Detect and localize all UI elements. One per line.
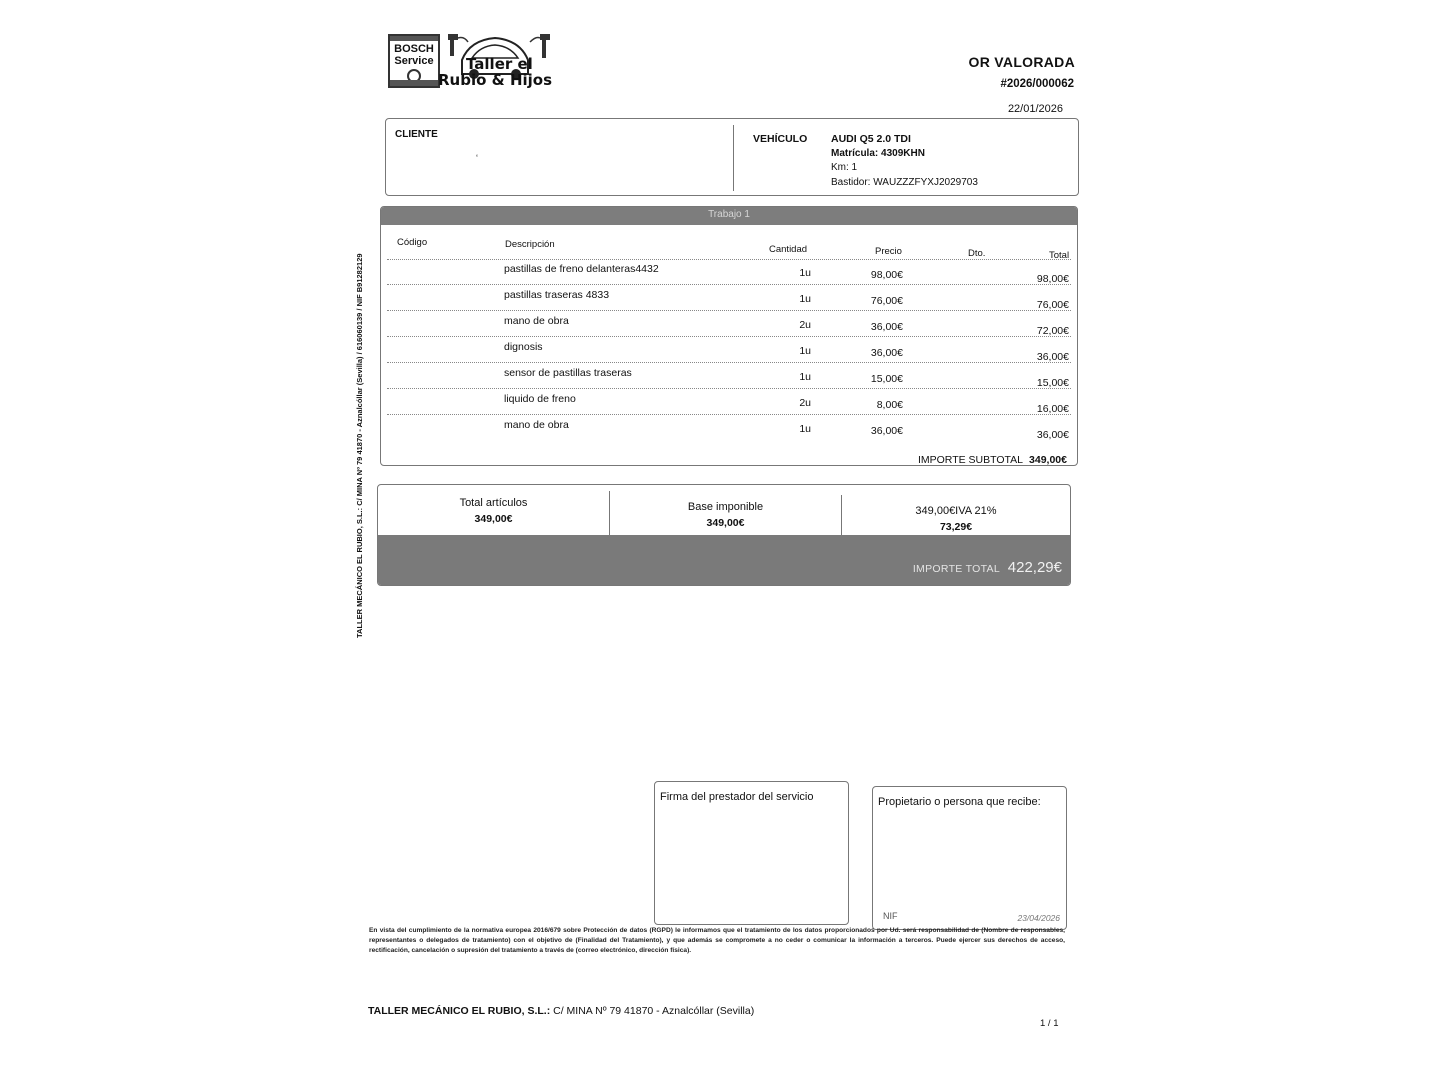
client-mark: ‘ bbox=[476, 153, 478, 163]
page-number: 1 / 1 bbox=[1040, 1018, 1059, 1029]
table-row bbox=[381, 259, 1077, 285]
item-description: mano de obra bbox=[504, 315, 569, 327]
table-row bbox=[381, 311, 1077, 337]
taller-logo-line2: Rubio & Hijos bbox=[438, 71, 553, 89]
item-total: 36,00€ bbox=[1036, 429, 1069, 441]
document-date: 22/01/2026 bbox=[1007, 103, 1063, 115]
tax-base-value: 349,00€ bbox=[706, 517, 745, 529]
item-quantity: 1u bbox=[799, 345, 811, 357]
owner-signature-box bbox=[872, 786, 1067, 930]
bosch-service-logo bbox=[388, 34, 440, 88]
item-description: pastillas traseras 4833 bbox=[504, 289, 610, 301]
subtotal-label: IMPORTE SUBTOTAL bbox=[917, 454, 1023, 466]
client-label: CLIENTE bbox=[395, 129, 438, 140]
item-price: 8,00€ bbox=[876, 399, 903, 411]
totals-box bbox=[377, 484, 1071, 586]
item-price: 76,00€ bbox=[870, 295, 903, 307]
table-row bbox=[381, 363, 1077, 389]
bosch-logo-line2: Service bbox=[394, 55, 434, 67]
item-description: liquido de freno bbox=[504, 393, 576, 405]
item-quantity: 1u bbox=[799, 423, 811, 435]
total-articles-cell bbox=[378, 485, 609, 539]
vehicle-label: VEHÍCULO bbox=[753, 133, 808, 145]
item-total: 36,00€ bbox=[1036, 351, 1069, 363]
vehicle-km: Km: 1 bbox=[831, 162, 858, 173]
items-table bbox=[380, 206, 1078, 466]
footer-company: TALLER MECÁNICO EL RUBIO, S.L.: bbox=[368, 1005, 551, 1017]
items-section-title: Trabajo 1 bbox=[708, 209, 750, 220]
table-row bbox=[381, 337, 1077, 363]
iva-label: 349,00€IVA 21% bbox=[915, 505, 997, 517]
client-vehicle-box bbox=[385, 118, 1079, 196]
total-articles-label: Total artículos bbox=[459, 497, 528, 509]
grand-total-label: IMPORTE TOTAL bbox=[912, 563, 1000, 575]
provider-signature-box bbox=[654, 781, 849, 925]
item-description: dignosis bbox=[504, 341, 543, 353]
owner-signature-date: 23/04/2026 bbox=[1017, 913, 1060, 923]
footer-address bbox=[368, 1005, 754, 1017]
footer-street: C/ MINA Nº 79 41870 - Aznalcóllar (Sevilla) bbox=[553, 1005, 755, 1017]
table-row bbox=[381, 285, 1077, 311]
item-description: mano de obra bbox=[504, 419, 569, 431]
vehicle-plate: Matrícula: 4309KHN bbox=[831, 148, 925, 159]
table-row bbox=[381, 415, 1077, 441]
side-company-info: TALLER MECÁNICO EL RUBIO, S.L.: C/ MINA Nº 79 41870 - Aznalcóllar (Sevilla) / 616060139 / NIF B91282129 bbox=[355, 253, 364, 638]
item-description: pastillas de freno delanteras4432 bbox=[504, 263, 659, 275]
item-total: 72,00€ bbox=[1036, 325, 1069, 337]
item-price: 98,00€ bbox=[870, 269, 903, 281]
item-total: 16,00€ bbox=[1036, 403, 1069, 415]
item-quantity: 2u bbox=[799, 397, 811, 409]
iva-value: 73,29€ bbox=[939, 521, 973, 533]
owner-nif-label: NIF bbox=[883, 911, 898, 921]
column-header-price: Precio bbox=[875, 246, 902, 257]
column-header-discount: Dto. bbox=[968, 248, 986, 259]
privacy-note: En vista del cumplimiento de la normativa europea 2016/679 sobre Protección de datos (RGPD) le informamos que el tratamiento de los datos proporcionados por Ud. será responsabilidad de (Nombre de responsables, representantes o delegados de tratamiento) con el objetivo de (Finalidad del Tratamiento), y que además se compromete a no ceder o comunicar la información a terceros. Puede ejercer sus derechos de acceso, rectificación, cancelación o supresión del tratamiento a través de (correo electrónico, dirección física). bbox=[369, 927, 1065, 954]
item-quantity: 1u bbox=[799, 293, 811, 305]
column-header-code: Código bbox=[397, 237, 428, 248]
item-price: 36,00€ bbox=[870, 347, 903, 359]
owner-signature-label: Propietario o persona que recibe: bbox=[878, 796, 1041, 808]
item-quantity: 1u bbox=[799, 371, 811, 383]
grand-total-value: 422,29€ bbox=[1007, 559, 1062, 576]
grand-total-bar bbox=[378, 535, 1070, 585]
table-row bbox=[381, 389, 1077, 415]
column-header-description: Descripción bbox=[505, 239, 555, 250]
bosch-logo-line1: BOSCH bbox=[394, 43, 434, 55]
item-description: sensor de pastillas traseras bbox=[504, 367, 632, 379]
column-header-quantity: Cantidad bbox=[769, 244, 808, 255]
item-price: 15,00€ bbox=[870, 373, 903, 385]
document-number: #2026/000062 bbox=[1000, 78, 1074, 90]
item-total: 15,00€ bbox=[1036, 377, 1069, 389]
vehicle-vin: Bastidor: WAUZZZFYXJ2029703 bbox=[831, 177, 978, 188]
items-section-bar bbox=[381, 207, 1077, 225]
column-header-total: Total bbox=[1049, 250, 1070, 261]
item-quantity: 1u bbox=[799, 267, 811, 279]
item-quantity: 2u bbox=[799, 319, 811, 331]
item-price: 36,00€ bbox=[870, 425, 903, 437]
provider-signature-label: Firma del prestador del servicio bbox=[660, 791, 814, 803]
company-logo bbox=[388, 34, 563, 94]
subtotal-value: 349,00€ bbox=[1029, 454, 1067, 466]
taller-logo-text bbox=[438, 56, 552, 88]
tax-base-label: Base imponible bbox=[687, 501, 764, 513]
total-articles-value: 349,00€ bbox=[474, 513, 513, 525]
taller-logo-line1: Taller el bbox=[466, 55, 533, 73]
info-divider bbox=[733, 125, 734, 191]
item-price: 36,00€ bbox=[870, 321, 903, 333]
item-total: 76,00€ bbox=[1036, 299, 1069, 311]
document-title: OR VALORADA bbox=[968, 54, 1075, 70]
item-total: 98,00€ bbox=[1036, 273, 1069, 285]
vehicle-model: AUDI Q5 2.0 TDI bbox=[831, 133, 911, 145]
